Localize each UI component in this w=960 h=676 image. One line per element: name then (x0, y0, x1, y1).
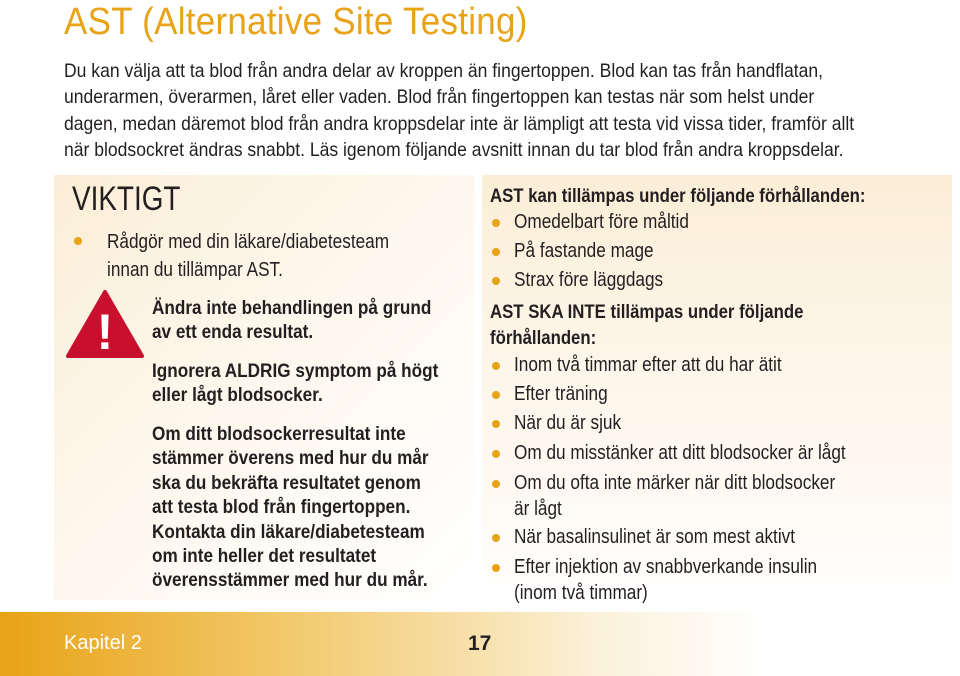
bullet-icon (492, 420, 500, 428)
apply-heading (490, 183, 866, 209)
warning-line: överensstämmer med hur du mår. (152, 569, 428, 592)
warning-line: ska du bekräfta resultatet genom (152, 471, 421, 494)
not-apply-item-text: är lågt (514, 498, 562, 520)
intro-line: när blodsockret ändras snabbt. Läs igenom följande avsnitt innan du tar blod från andra kroppsdelar. (64, 139, 844, 162)
warning-line: Ignorera ALDRIG symptom på högt (152, 360, 439, 382)
not-apply-item (514, 470, 835, 522)
page-number: 17 (468, 632, 492, 655)
not-apply-item-text: När basalinsulinet är som mest aktivt (514, 526, 796, 548)
bullet-icon (492, 362, 500, 370)
bullet-icon (492, 534, 500, 542)
not-apply-item (514, 440, 846, 466)
not-apply-heading-line: förhållanden: (490, 327, 597, 349)
not-apply-item (514, 352, 782, 378)
not-apply-item-text: Efter injektion av snabbverkande insulin (514, 556, 818, 578)
warning-triangle-icon (64, 288, 146, 360)
bullet-icon (492, 450, 500, 458)
warning-no-change (152, 296, 431, 345)
warning-symbol: ! (96, 304, 114, 360)
consult-line: Rådgör med din läkare/diabetesteam (107, 231, 390, 253)
warning-confirm-result (152, 422, 429, 593)
apply-item-text: Omedelbart före måltid (514, 211, 689, 233)
intro-line: dagen, medan däremot blod från andra kroppsdelar inte är lämpligt att testa vid vissa tider, framför allt (64, 112, 855, 135)
warning-line: Ändra inte behandlingen på grund (152, 297, 432, 319)
intro-paragraph (64, 58, 874, 164)
apply-item-text: Strax före läggdags (514, 269, 664, 291)
not-apply-item-text: Om du ofta inte märker när ditt blodsocker (514, 472, 836, 494)
warning-line: Om ditt blodsockerresultat inte (152, 423, 406, 445)
bullet-icon (492, 248, 500, 256)
not-apply-item-text: Efter träning (514, 383, 608, 405)
important-heading: VIKTIGT (72, 180, 181, 218)
apply-item-text: På fastande mage (514, 240, 654, 262)
apply-heading-text: AST kan tillämpas under följande förhållanden: (490, 185, 866, 207)
apply-item (514, 209, 689, 235)
not-apply-item-text: Inom två timmar efter att du har ätit (514, 354, 782, 376)
chapter-label: Kapitel 2 (64, 632, 142, 654)
not-apply-item (514, 381, 608, 407)
not-apply-item (514, 410, 621, 436)
not-apply-heading (490, 299, 803, 351)
bullet-icon (74, 237, 82, 245)
intro-line: Du kan välja att ta blod från andra delar av kroppen än fingertoppen. Blod kan tas från handflatan, (64, 60, 824, 82)
consult-bullet (107, 228, 389, 284)
bullet-icon (492, 480, 500, 488)
bullet-icon (492, 564, 500, 572)
not-apply-item (514, 554, 817, 606)
apply-item (514, 267, 663, 293)
apply-item (514, 238, 654, 264)
bullet-icon (492, 277, 500, 285)
not-apply-item-text: När du är sjuk (514, 412, 622, 434)
warning-line: stämmer överens med hur du mår (152, 447, 429, 470)
warning-line: eller lågt blodsocker. (152, 384, 323, 407)
warning-line: om inte heller det resultatet (152, 545, 377, 568)
warning-line: Kontakta din läkare/diabetesteam (152, 520, 425, 543)
page-title: AST (Alternative Site Testing) (64, 1, 528, 43)
not-apply-item-text: Om du misstänker att ditt blodsocker är lågt (514, 442, 846, 464)
warning-line: att testa blod från fingertoppen. (152, 496, 411, 519)
not-apply-heading-line: AST SKA INTE tillämpas under följande (490, 301, 804, 323)
not-apply-item (514, 524, 795, 550)
bullet-icon (492, 219, 500, 227)
warning-line: av ett enda resultat. (152, 321, 314, 344)
intro-line: underarmen, överarmen, låret eller vaden. Blod från fingertoppen kan testas när som helst under (64, 86, 815, 109)
not-apply-item-text: (inom två timmar) (514, 582, 648, 604)
bullet-icon (492, 391, 500, 399)
consult-line: innan du tillämpar AST. (107, 259, 283, 281)
warning-never-ignore (152, 359, 438, 408)
